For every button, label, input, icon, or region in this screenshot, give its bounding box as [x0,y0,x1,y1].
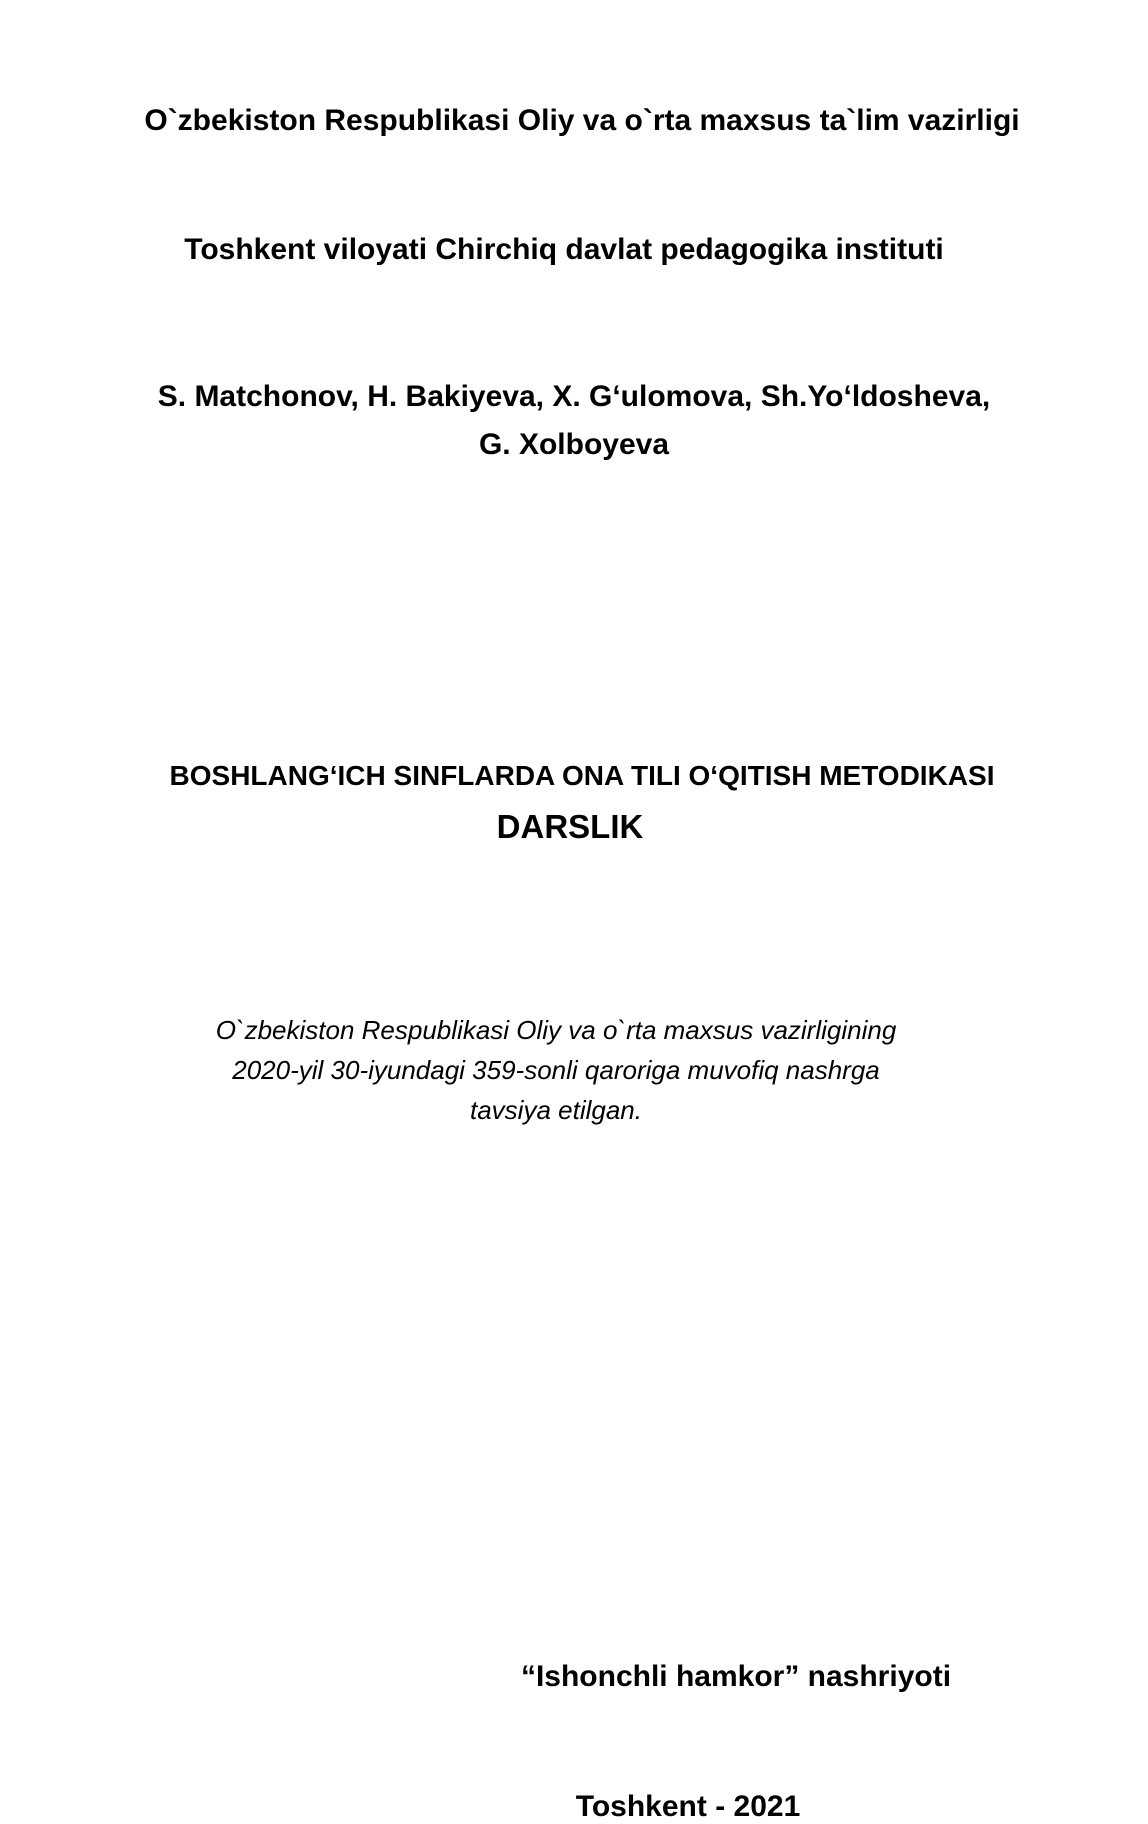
approval-line-2: 2020-yil 30-iyundagi 359-sonli qaroriga muvofiq nashrga [232,1055,880,1085]
approval-line-3: tavsiya etilgan. [470,1095,642,1125]
publisher-name: “Ishonchli hamkor” nashriyoti [520,1660,952,1693]
book-title: BOSHLANG‘ICH SINFLARDA ONA TILI O‘QITISH METODIKASI [169,760,995,791]
authors-line-2: G. Xolboyeva [478,428,670,461]
city-year: Toshkent - 2021 [575,1790,801,1823]
approval-line-1: O`zbekiston Respublikasi Oliy va o`rta maxsus vazirligining [215,1015,897,1045]
authors-block [0,373,1148,469]
book-subtitle: DARSLIK [496,808,644,845]
authors-line-1: S. Matchonov, H. Bakiyeva, X. G‘ulomova, Sh.Yo‘ldosheva, [157,380,991,413]
ministry-heading: O`zbekiston Respublikasi Oliy va o`rta maxsus ta`lim vazirligi [144,104,1020,137]
approval-note [0,1010,1130,1130]
institute-heading: Toshkent viloyati Chirchiq davlat pedagogika instituti [184,233,944,266]
